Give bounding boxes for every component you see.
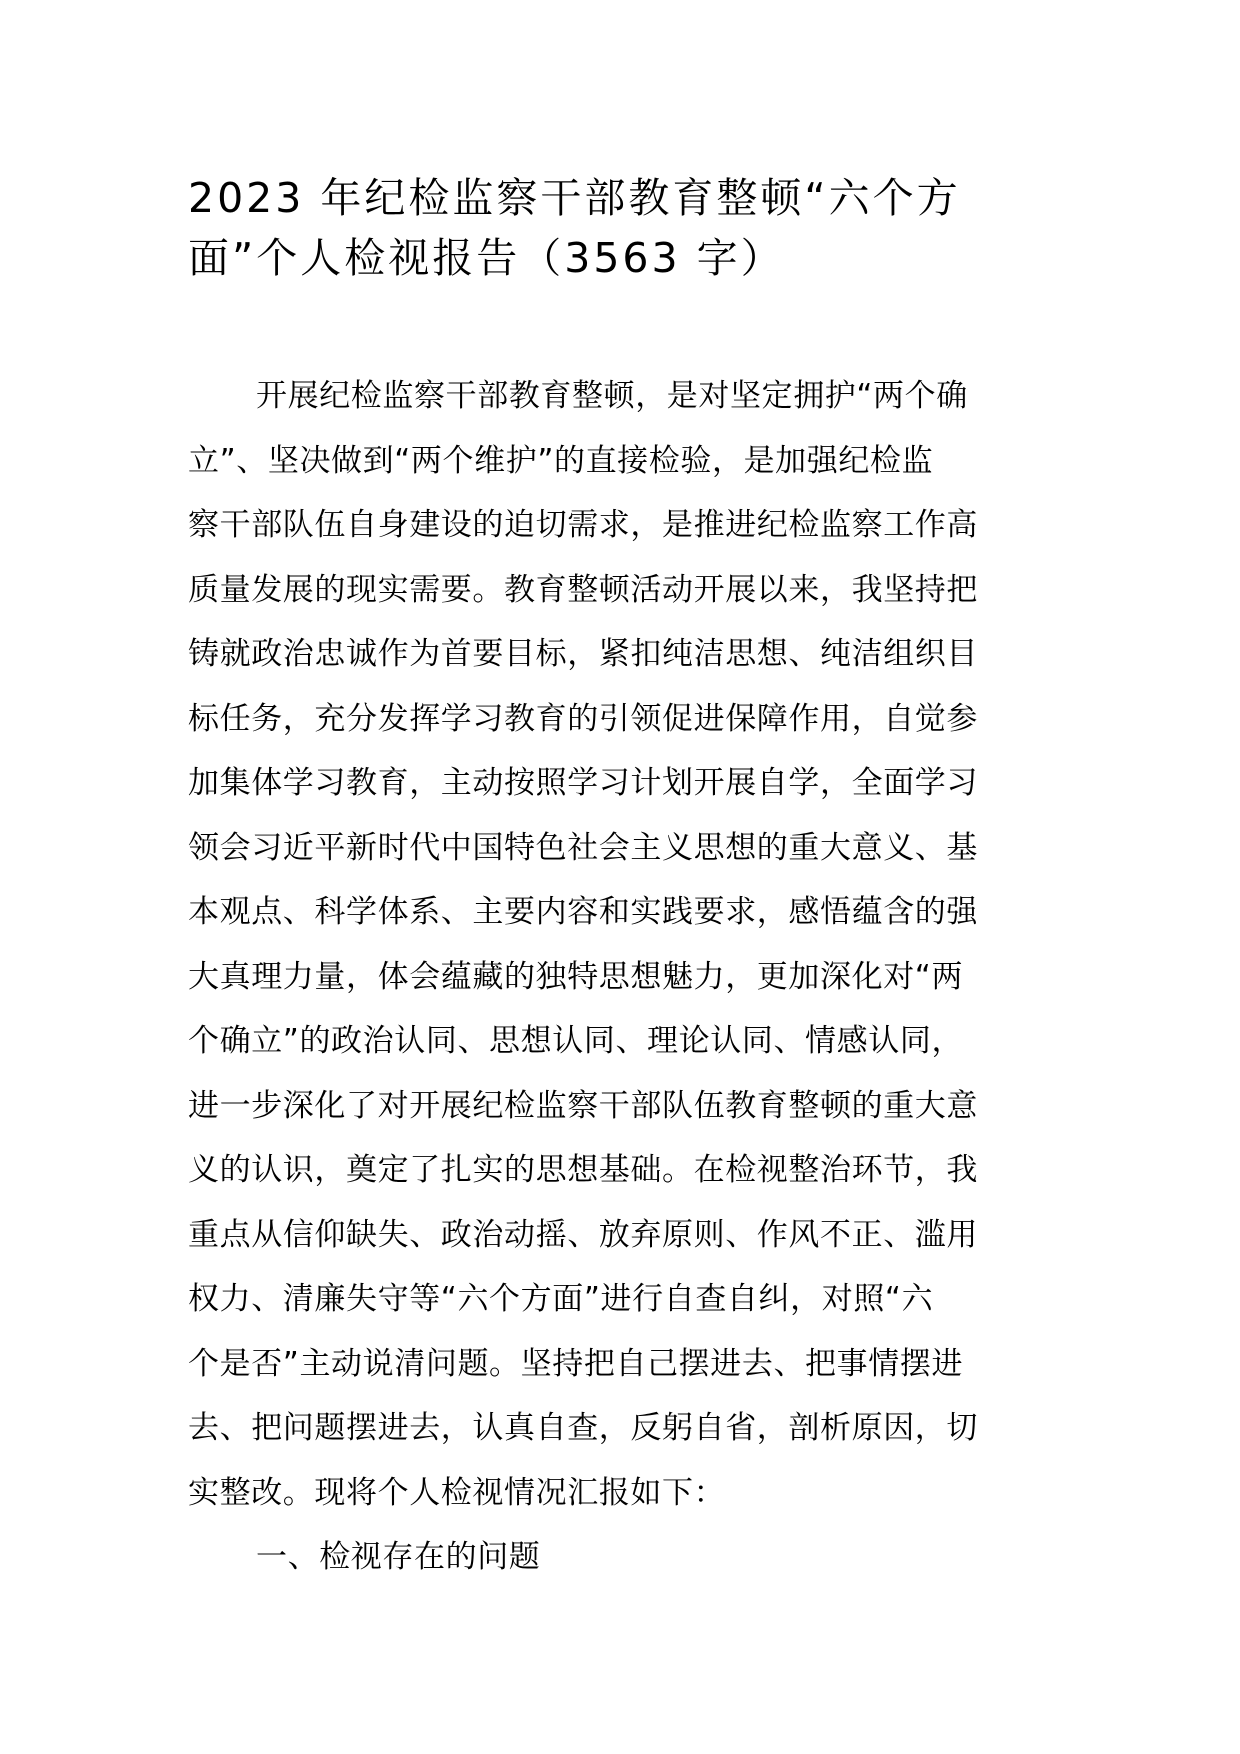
intro-paragraph (188, 364, 1068, 1525)
paragraph-line: 领会习近平新时代中国特色社会主义思想的重大意义、基 (188, 829, 978, 866)
section-heading-text: 一、检视存在的问题 (256, 1539, 541, 1575)
paragraph-line: 立”、坚决做到“两个维护”的直接检验，是加强纪检监 (188, 442, 934, 479)
paragraph-line: 重点从信仰缺失、政治动摇、放弃原则、作风不正、滥用 (188, 1216, 978, 1253)
paragraph-line: 本观点、科学体系、主要内容和实践要求，感悟蕴含的强 (188, 894, 978, 930)
paragraph-line: 开展纪检监察干部教育整顿，是对坚定拥护“两个确 (256, 378, 968, 414)
paragraph-line: 个确立”的政治认同、思想认同、理论认同、情感认同， (188, 1023, 964, 1059)
paragraph-line: 铸就政治忠诚作为首要目标，紧扣纯洁思想、纯洁组织目 (188, 636, 978, 672)
title-line-1: 2023 年纪检监察干部教育整顿“六个方 (188, 174, 961, 222)
document-title (188, 168, 1068, 288)
paragraph-line: 大真理力量，体会蕴藏的独特思想魅力，更加深化对“两 (188, 958, 964, 995)
paragraph-line: 标任务，充分发挥学习教育的引领促进保障作用，自觉参 (188, 700, 978, 737)
paragraph-line: 加集体学习教育，主动按照学习计划开展自学，全面学习 (188, 765, 978, 801)
paragraph-line: 义的认识，奠定了扎实的思想基础。在检视整治环节，我 (188, 1152, 978, 1188)
paragraph-line: 去、把问题摆进去，认真自查，反躬自省，剖析原因，切 (188, 1410, 978, 1446)
paragraph-line: 质量发展的现实需要。教育整顿活动开展以来，我坚持把 (188, 571, 978, 608)
paragraph-line: 个是否”主动说清问题。坚持把自己摆进去、把事情摆进 (188, 1345, 964, 1382)
paragraph-line: 察干部队伍自身建设的迫切需求，是推进纪检监察工作高 (188, 507, 978, 543)
title-line-2: 面”个人检视报告（3563 字） (188, 234, 785, 282)
document-body (188, 364, 1068, 1590)
section-heading (188, 1525, 1068, 1590)
paragraph-line: 权力、清廉失守等“六个方面”进行自查自纠，对照“六 (188, 1281, 934, 1317)
paragraph-line: 实整改。现将个人检视情况汇报如下： (188, 1474, 726, 1511)
paragraph-line: 进一步深化了对开展纪检监察干部队伍教育整顿的重大意 (188, 1087, 978, 1124)
